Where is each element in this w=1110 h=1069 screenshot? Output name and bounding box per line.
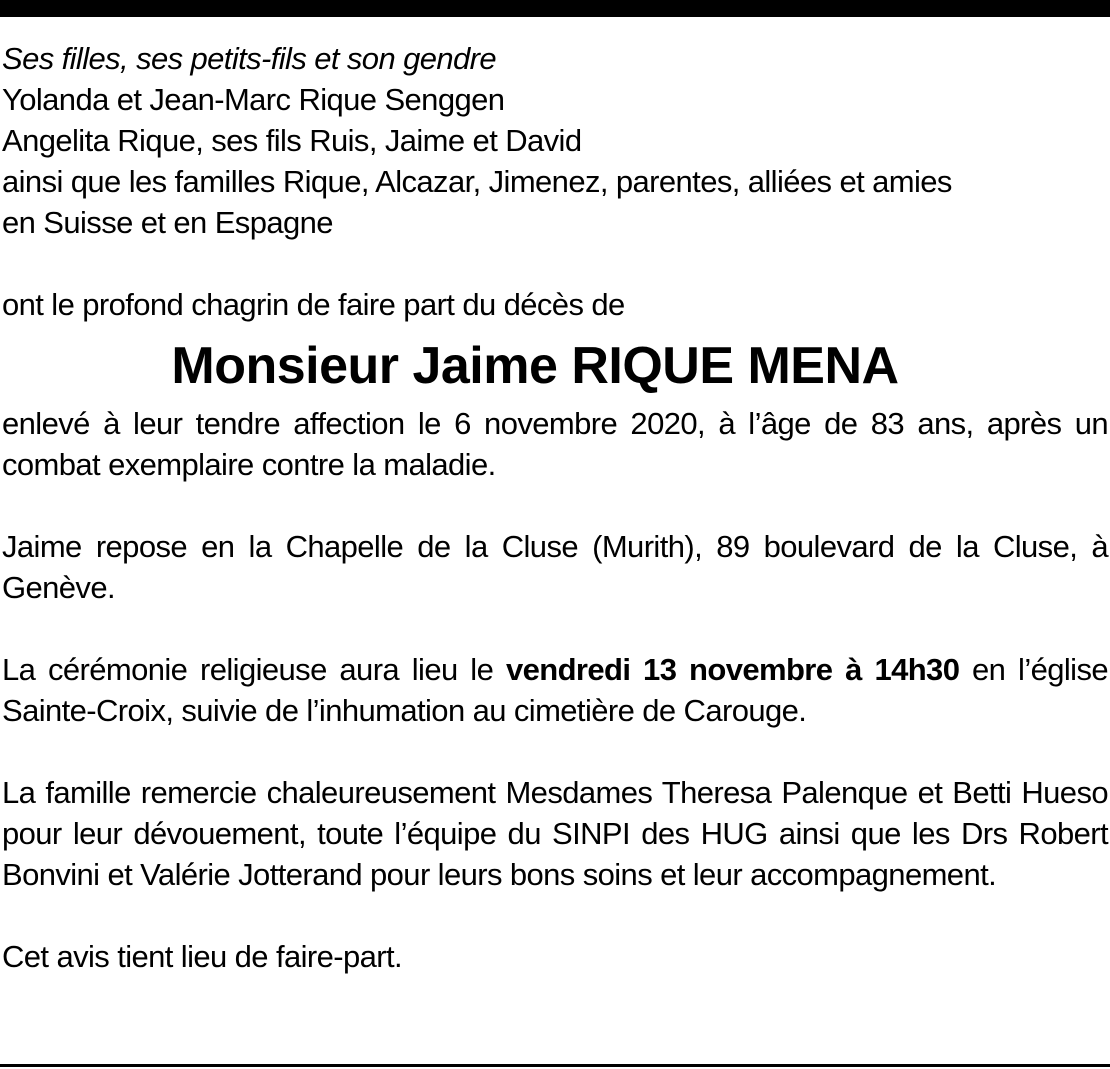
- bottom-border-rule: [0, 1064, 1110, 1067]
- rest-place-paragraph: Jaime repose en la Chapelle de la Cluse (Murith), 89 boulevard de la Cluse, à Genève.: [2, 529, 1108, 605]
- family-line-1: Yolanda et Jean-Marc Rique Senggen: [2, 82, 505, 117]
- closing-line: Cet avis tient lieu de faire-part.: [2, 939, 403, 974]
- announcement-text: ont le profond chagrin de faire part du décès de: [2, 287, 625, 322]
- ceremony-text-after: en l’église Sainte-Croix, suivie de l’inhumation au cimetière de Carouge.: [2, 652, 1108, 728]
- ceremony-date-time: vendredi 13 novembre à 14h30: [505, 652, 960, 687]
- death-paragraph: enlevé à leur tendre affection le 6 novembre 2020, à l’âge de 83 ans, après un combat exemplaire contre la maladie.: [2, 406, 1108, 482]
- thanks-paragraph: La famille remercie chaleureusement Mesdames Theresa Palenque et Betti Hueso pour leur dévouement, toute l’équipe du SINPI des HUG ainsi que les Drs Robert Bonvini et Valérie Jotterand pour leurs bons soins et leur accompagnement.: [2, 775, 1108, 892]
- family-line-4: en Suisse et en Espagne: [2, 205, 333, 240]
- deceased-name: Monsieur Jaime RIQUE MENA: [171, 337, 899, 395]
- family-line-2: Angelita Rique, ses fils Ruis, Jaime et David: [2, 123, 582, 158]
- ceremony-text-before: La cérémonie religieuse aura lieu le: [2, 652, 506, 687]
- family-line-3: ainsi que les familles Rique, Alcazar, Jimenez, parentes, alliées et amies: [2, 164, 952, 199]
- top-border-rule: [0, 0, 1110, 17]
- ceremony-paragraph: [2, 649, 1108, 731]
- obituary-notice: [2, 38, 1108, 977]
- family-intro: Ses filles, ses petits-fils et son gendre: [2, 41, 497, 76]
